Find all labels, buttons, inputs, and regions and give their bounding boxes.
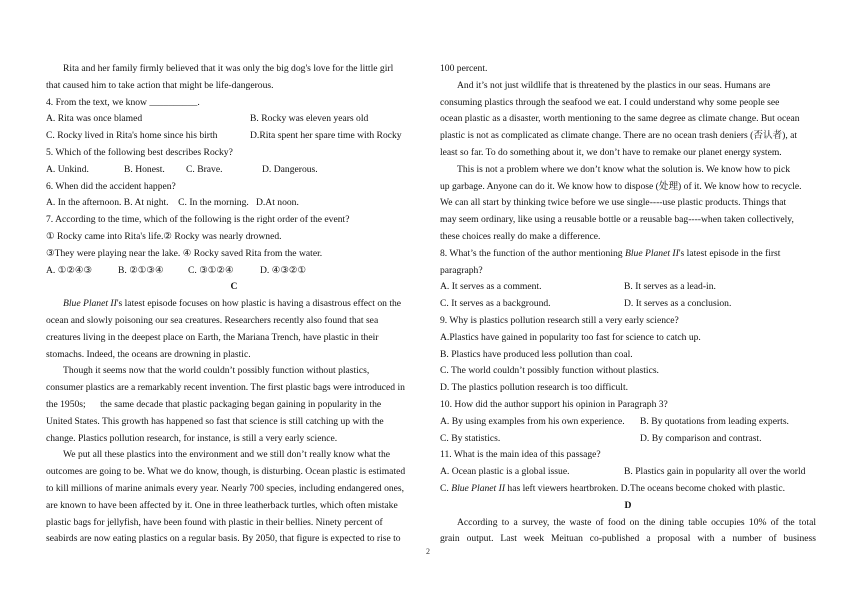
option-d: D. Dangerous.	[262, 163, 318, 175]
text-line: United States. This growth has happened so fast that science is still catching up with the	[46, 415, 384, 427]
text-line: consumer plastics are a remarkably recent invention. The first plastic bags were introduced in	[46, 382, 405, 394]
text-line: change. Plastics pollution research, for instance, is still a very early science.	[46, 432, 338, 444]
q4-options-cd	[46, 128, 422, 145]
text-line: that caused him to take action that might be life-dangerous.	[46, 79, 274, 91]
text-line: ocean plastic as a disaster, worth mentioning to the same degree as climate change. But ocean	[440, 113, 800, 125]
option-b: B. It serves as a lead-in.	[624, 281, 716, 293]
text-line: these choices really do make a difference.	[440, 230, 601, 242]
q5-options	[46, 162, 422, 179]
option-c: C. It serves as a background.	[440, 298, 551, 310]
option-b: B. By quotations from leading experts.	[640, 415, 789, 427]
option-b: B. Rocky was eleven years old	[250, 113, 369, 125]
text-line: may seem ordinary, like using a reusable bottle or a reusable bag----when taken collectively,	[440, 214, 794, 226]
q7-statements-1: ① Rocky came into Rita's life.② Rocky was nearly drowned.	[46, 230, 282, 242]
program-title: Blue Planet II	[625, 247, 679, 259]
q8-options-cd	[440, 296, 816, 313]
q11-options-ab	[440, 464, 816, 481]
left-column	[46, 61, 422, 548]
option-a: A.Plastics have gained in popularity too fast for science to catch up.	[440, 331, 701, 343]
text-line: are known to have been affected by it. One in three leatherback turtles, which often mistake	[46, 499, 398, 511]
option-a: A. Ocean plastic is a global issue.	[440, 466, 570, 478]
text-line: According to a survey, the waste of food on the dining table occupies 10% of the total	[457, 516, 816, 528]
question-7: 7. According to the time, which of the following is the right order of the event?	[46, 214, 350, 226]
program-title: Blue Planet II	[63, 298, 117, 310]
text-line: Blue Planet II's latest episode focuses on how plastic is having a disastrous effect on the	[63, 298, 402, 310]
question-8-cont: paragraph?	[440, 264, 483, 276]
option-d: D. The plastics pollution research is too difficult.	[440, 382, 629, 394]
option-c: C. Brave.	[186, 163, 223, 175]
option-a: A. Unkind.	[46, 163, 89, 175]
program-title: Blue Planet II	[451, 482, 506, 494]
q10-options-cd	[440, 431, 816, 448]
text-line: up garbage. Anyone can do it. We know how to dispose (处理) of it. We know how to recycle.	[440, 180, 802, 192]
question-4: 4. From the text, we know __________.	[46, 96, 200, 108]
q10-options-ab	[440, 414, 816, 431]
option-d: D. By comparison and contrast.	[640, 432, 762, 444]
option-a: A. Rita was once blamed	[46, 113, 143, 125]
page-number: 2	[426, 547, 430, 556]
section-heading-c: C	[230, 281, 238, 293]
option-b: B. ②①③④	[118, 264, 164, 276]
text-line: ocean and slowly poisoning our sea creatures. Researchers recently also found that sea	[46, 314, 379, 326]
text-line: And it’s not just wildlife that is threatened by the plastics in our seas. Humans are	[457, 79, 771, 91]
q8-options-ab	[440, 279, 816, 296]
text-line: creatures living in the deepest place on Earth, the Mariana Trench, have plastic in their	[46, 331, 379, 343]
text-line: 100 percent.	[440, 63, 488, 74]
question-6: 6. When did the accident happen?	[46, 180, 176, 192]
option-a: A. It serves as a comment.	[440, 281, 542, 293]
option-c: C. Rocky lived in Rita's home since his birth	[46, 130, 218, 142]
question-11: 11. What is the main idea of this passage?	[440, 449, 601, 461]
right-column	[440, 61, 816, 548]
text-line: We can all start by thinking twice before we use single----use plastic products. Things that	[440, 197, 787, 209]
question-8: 8. What’s the function of the author mentioning Blue Planet II's latest episode in the first	[440, 247, 781, 259]
text-line: stomachs. Indeed, the oceans are drowning in plastic.	[46, 348, 251, 360]
option-b: B. Honest.	[124, 163, 165, 175]
text-line: This is not a problem where we don’t know what the solution is. We know how to pick	[457, 163, 791, 175]
option-c: C. The world couldn’t possibly function without plastics.	[440, 365, 659, 377]
text-line: consuming plastics through the seafood we eat. I could understand why some people see	[440, 96, 780, 108]
question-10: 10. How did the author support his opinion in Paragraph 3?	[440, 398, 668, 410]
question-9: 9. Why is plastics pollution research still a very early science?	[440, 314, 679, 326]
section-heading-d: D	[624, 499, 632, 511]
option-b: B. Plastics have produced less pollution than coal.	[440, 348, 633, 360]
option-a: A. By using examples from his own experience.	[440, 415, 625, 427]
text-line: the 1950s; the same decade that plastic packaging began gaining in popularity in the	[46, 398, 382, 410]
text-line: to kill millions of marine animals every year. Nearly 700 species, including endangered ones,	[46, 482, 405, 494]
text-line: plastic bags for jellyfish, have been found with plastic in their bellies. Ninety percent of	[46, 516, 383, 528]
option-c: C. ③①②④	[188, 264, 234, 276]
text-line: Rita and her family firmly believed that it was only the big dog's love for the little girl	[63, 63, 394, 74]
text-line: least so far. To do something about it, we don’t have to remake our planet energy system.	[440, 146, 782, 158]
q4-options-ab	[46, 111, 422, 128]
text-line: seabirds are now eating plastics on a regular basis. By 2050, that figure is expected to rise to	[46, 533, 401, 545]
option-b: B. Plastics gain in popularity all over the world	[624, 466, 806, 478]
text-line: grain output. Last week Meituan co-published a proposal with a number of business	[440, 533, 816, 545]
option-d: D. ④③②①	[260, 264, 307, 276]
option-d: D. It serves as a conclusion.	[624, 298, 732, 310]
text-line: We put all these plastics into the environment and we still don’t really know what the	[63, 449, 391, 461]
question-5: 5. Which of the following best describes Rocky?	[46, 146, 233, 158]
text-line: plastic is not as complicated as climate change. There are no ocean trash deniers (否认者), at	[440, 130, 798, 142]
text-line: Though it seems now that the world couldn’t possibly function without plastics,	[63, 365, 370, 377]
text-line: outcomes are going to be. What we do know, though, is disturbing. Ocean plastic is estimated	[46, 466, 406, 478]
option-a: A. ①②④③	[46, 264, 93, 276]
option-d: D.Rita spent her spare time with Rocky	[250, 130, 402, 142]
option-c: C. By statistics.	[440, 432, 501, 444]
q7-statements-2: ③They were playing near the lake. ④ Rocky saved Rita from the water.	[46, 247, 323, 259]
q7-options	[46, 263, 422, 280]
q11-options-cd: C. Blue Planet II has left viewers heartbroken. D.The oceans become choked with plastic.	[440, 482, 785, 494]
q6-options: A. In the afternoon. B. At night. C. In the morning. D.At noon.	[46, 197, 299, 209]
